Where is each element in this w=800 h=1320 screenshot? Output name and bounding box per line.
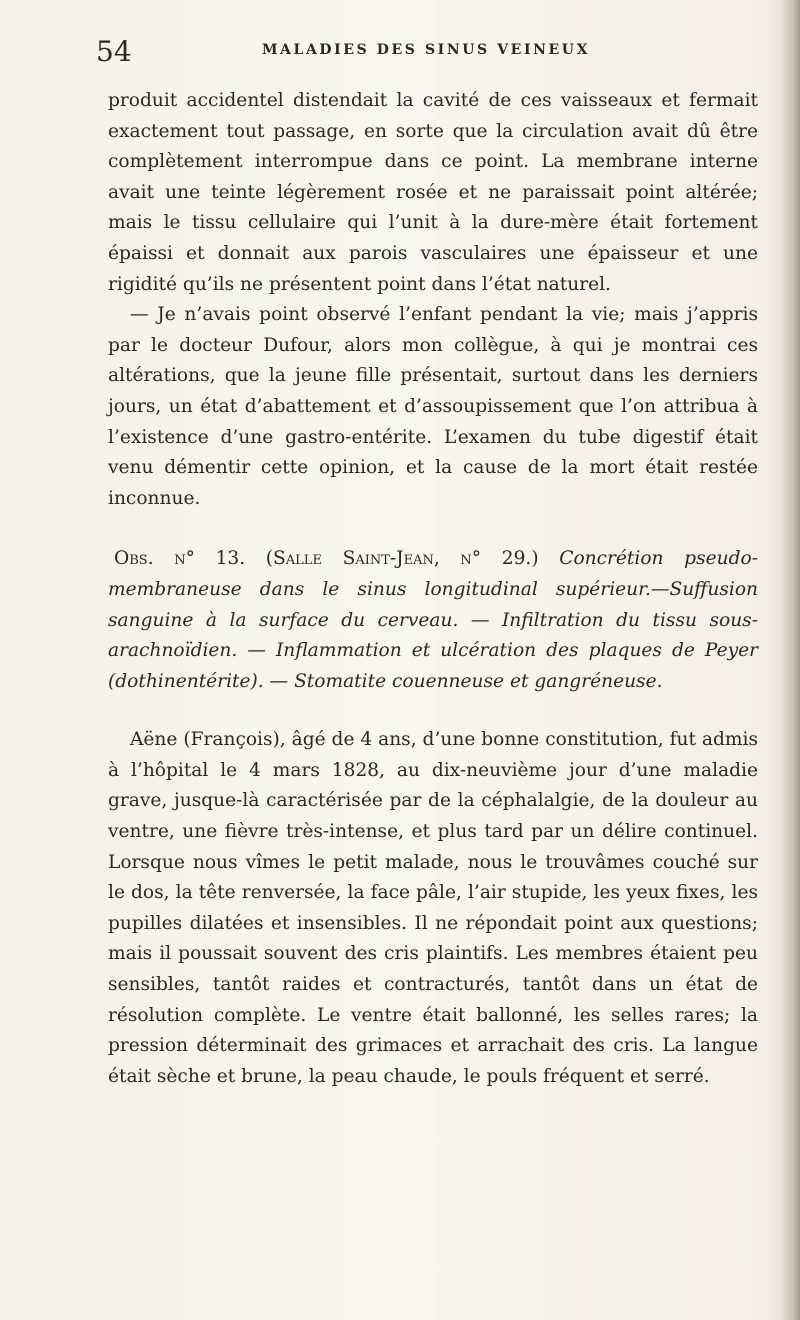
observation-title: Concrétion pseudo-membraneuse dans le sinus longitudinal supérieur.—Suffusion sanguine à la surface du cerveau. — Infiltration du tissu sous-arachnoïdien. — Inflammation et ulcération des plaques de Peyer (dothinentérite). — Stomatite couenneuse et gangréneuse. (108, 548, 758, 692)
page-edge-shadow (782, 0, 800, 1320)
page-body (108, 86, 758, 1092)
paragraph-continuation: produit accidentel distendait la cavité de ces vaisseaux et fermait exactement tout passage, en sorte que la circulation avait dû être complètement interrompue dans ce point. La membrane interne avait une teinte légèrement rosée et ne paraissait point altérée; mais le tissu cellulaire qui l’unit à la dure-mère était fortement épaissi et donnait aux parois vasculaires une épaisseur et une rigidité qu’ils ne présentent point dans l’état naturel. (108, 90, 758, 295)
running-title: MALADIES DES SINUS VEINEUX (261, 42, 591, 58)
spacer (108, 697, 758, 725)
paragraph-case: Aëne (François), âgé de 4 ans, d’une bonne constitution, fut admis à l’hôpital le 4 mars 1828, au dix-neuvième jour d’une maladie grave, jusque-là caractérisée par de la céphalalgie, de la douleur au ventre, une fièvre très-intense, et plus tard par un délire continuel. Lorsque nous vîmes le petit malade, nous le trouvâmes couché sur le dos, la tête renversée, la face pâle, l’air stupide, les yeux fixes, les pupilles dilatées et insensibles. Il ne répondait point aux questions; mais il poussait souvent des cris plaintifs. Les membres étaient peu sensibles, tantôt raides et contracturés, tantôt dans un état de résolution complète. Le ventre était ballonné, les selles rares; la pression déterminait des grimaces et arrachait des cris. La langue était sèche et brune, la peau chaude, le pouls fréquent et serré. (108, 729, 758, 1087)
spacer (108, 514, 758, 544)
observation-label: Obs. n° 13. (Salle Saint-Jean, n° 29.) (114, 548, 539, 570)
paragraph-dufour: — Je n’avais point observé l’enfant pendant la vie; mais j’appris par le docteur Dufour, alors mon collègue, à qui je montrai ces altérations, que la jeune fille présentait, surtout dans les derniers jours, un état d’abattement et d’assoupissement que l’on attribua à l’existence d’une gastro-entérite. L’examen du tube digestif était venu démentir cette opinion, et la cause de la mort était restée inconnue. (108, 304, 758, 509)
observation-heading (108, 544, 758, 697)
page-header (96, 36, 756, 68)
page-number: 54 (96, 35, 132, 68)
